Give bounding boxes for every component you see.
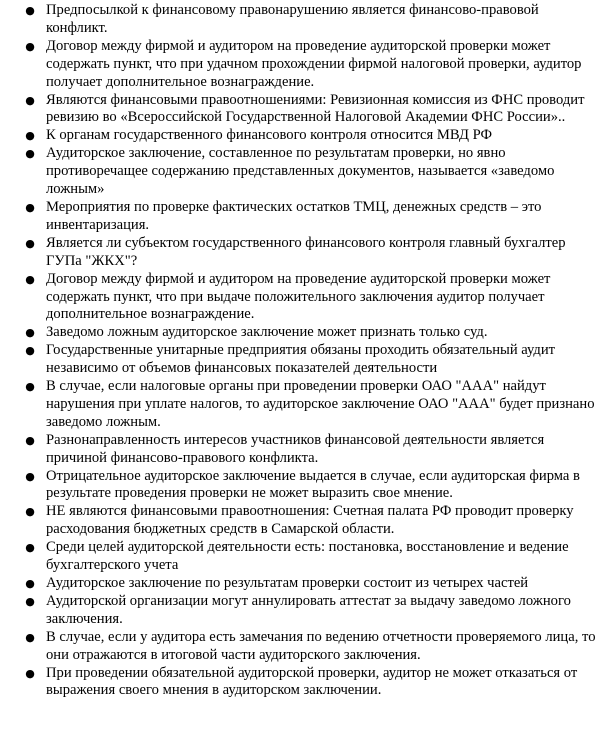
- list-item-text: Предпосылкой к финансовому правонарушению является финансово-правовой конфликт.: [46, 2, 539, 36]
- bullet-icon: ●: [25, 594, 35, 608]
- list-item: [0, 468, 602, 504]
- list-item-text: Аудиторское заключение по результатам проверки состоит из четырех частей: [46, 575, 529, 591]
- list-item: [0, 235, 602, 271]
- list-item-text: Среди целей аудиторской деятельности есть: постановка, восстановление и ведение бухгалтерского учета: [46, 539, 569, 574]
- bullet-icon: ●: [25, 236, 35, 250]
- list-item-text: Является ли субъектом государственного финансового контроля главный бухгалтер ГУПа "ЖКХ"?: [46, 234, 566, 269]
- list-item: [0, 378, 602, 432]
- bullet-icon: ●: [25, 433, 35, 447]
- bullet-icon: ●: [25, 147, 35, 161]
- list-item: [0, 324, 602, 342]
- bullet-icon: ●: [25, 326, 35, 340]
- bullet-icon: ●: [25, 380, 35, 394]
- list-item: [0, 629, 602, 665]
- list-item: [0, 38, 602, 92]
- statement-list: [0, 2, 602, 700]
- list-item-text: Государственные унитарные предприятия обязаны проходить обязательный аудит независимо от объемов финансовых показателей деятельности: [46, 342, 556, 377]
- bullet-icon: ●: [25, 577, 35, 590]
- list-item: [0, 665, 602, 701]
- list-item-text: Отрицательное аудиторское заключение выдается в случае, если аудиторская фирма в результате проведения проверки не может выразить свое мнение.: [46, 467, 580, 502]
- bullet-icon: ●: [25, 93, 35, 107]
- bullet-icon: ●: [25, 272, 35, 286]
- list-item: [0, 593, 602, 629]
- bullet-icon: ●: [25, 39, 35, 53]
- list-item: [0, 127, 602, 145]
- list-item-text: НЕ являются финансовыми правоотношения: Счетная палата РФ проводит проверку расходования бюджетных средств в Самарской области.: [46, 503, 574, 538]
- bullet-icon: ●: [25, 200, 35, 214]
- list-item: [0, 2, 602, 38]
- list-item-text: Договор между фирмой и аудитором на проведение аудиторской проверки может содержать пункт, что при выдаче положительного заключения аудитор получает дополнительное вознаграждение.: [46, 270, 551, 323]
- bullet-icon: ●: [25, 129, 35, 143]
- bullet-icon: ●: [25, 541, 35, 555]
- list-item: [0, 199, 602, 235]
- list-item: [0, 575, 602, 593]
- list-item-text: Аудиторской организации могут аннулировать аттестат за выдачу заведомо ложного заключения.: [46, 592, 571, 627]
- list-item-text: В случае, если у аудитора есть замечания по ведению отчетности проверяемого лица, то они отражаются в итоговой части аудиторского заключения.: [46, 628, 596, 663]
- list-item-text: Мероприятия по проверке фактических остатков ТМЦ, денежных средств – это инвентаризация.: [46, 198, 542, 233]
- list-item-text: Являются финансовыми правоотношениями: Ревизионная комиссия из ФНС проводит ревизию во «Всероссийской Государственной Налоговой Академии ФНС России»..: [46, 91, 585, 126]
- list-item-text: К органам государственного финансового контроля относится МВД РФ: [46, 127, 493, 144]
- bullet-icon: ●: [25, 666, 35, 680]
- list-item: [0, 145, 602, 199]
- bullet-icon: ●: [25, 469, 35, 483]
- list-item: [0, 342, 602, 378]
- list-item: [0, 92, 602, 128]
- list-item: [0, 539, 602, 575]
- list-item-text: Аудиторское заключение, составленное по результатам проверки, но явно противоречащее содержанию представленных документов, называется «заведомо ложным»: [46, 145, 555, 198]
- list-item-text: Договор между фирмой и аудитором на проведение аудиторской проверки может содержать пункт, что при удачном прохождении фирмой налоговой проверки, аудитор получает дополнительное вознаграждение.: [46, 37, 582, 90]
- bullet-icon: ●: [25, 4, 35, 17]
- list-item-text: При проведении обязательной аудиторской проверки, аудитор не может отказаться от выражения своего мнения в аудиторском заключении.: [46, 664, 578, 699]
- list-item: [0, 271, 602, 325]
- bullet-icon: ●: [25, 344, 35, 358]
- list-item: [0, 432, 602, 468]
- bullet-icon: ●: [25, 505, 35, 519]
- list-item: [0, 503, 602, 539]
- bullet-icon: ●: [25, 630, 35, 644]
- list-item-text: В случае, если налоговые органы при проведении проверки ОАО "ААА" найдут нарушения при уплате налогов, то аудиторское заключение ОАО "ААА" будет признано заведомо ложным.: [46, 378, 595, 430]
- list-item-text: Разнонаправленность интересов участников финансовой деятельности является причиной финансово-правового конфликта.: [46, 431, 545, 466]
- list-item-text: Заведомо ложным аудиторское заключение может признать только суд.: [46, 324, 488, 341]
